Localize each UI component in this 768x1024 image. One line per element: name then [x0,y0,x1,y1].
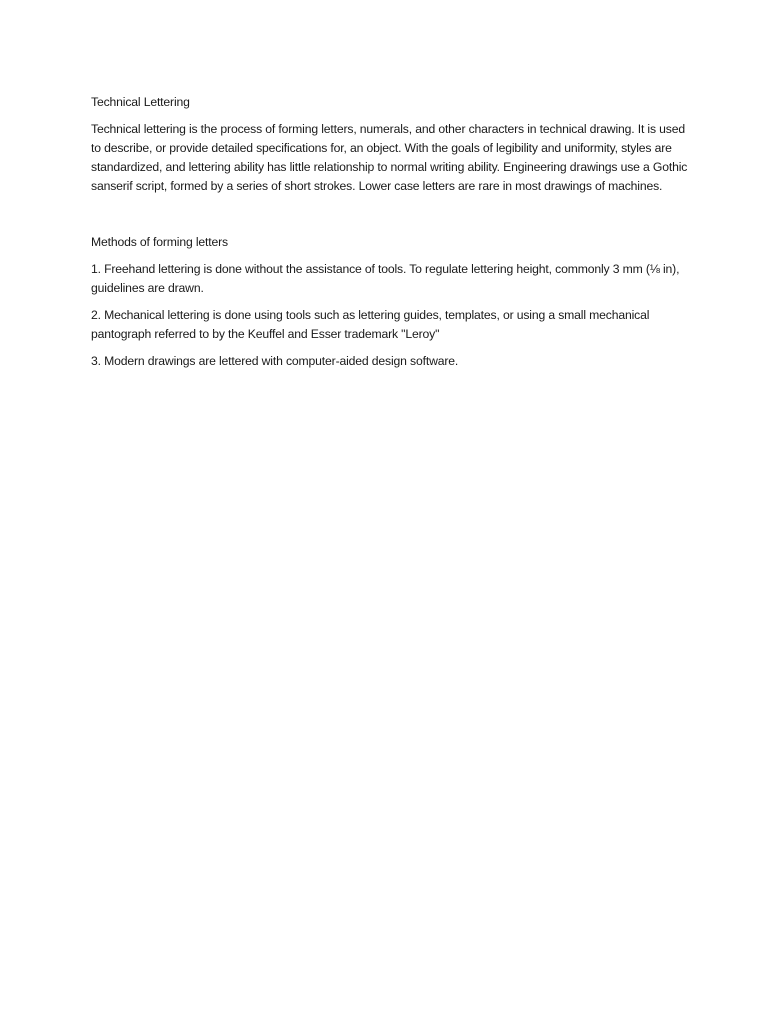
list-item: 3. Modern drawings are lettered with computer-aided design software. [91,354,459,368]
list-item: 1. Freehand lettering is done without the assistance of tools. To regulate lettering height, commonly 3 mm (⅛ in), guidelines are drawn. [91,262,680,295]
document-page [91,93,691,379]
intro-paragraph: Technical lettering is the process of forming letters, numerals, and other characters in technical drawing. It is used to describe, or provide detailed specifications for, an object. With the goals of legibility and uniformity, styles are standardized, and lettering ability has little relationship to normal writing ability. Engineering drawings use a Gothic sanserif script, formed by a series of short strokes. Lower case letters are rare in most drawings of machines. [91,122,688,193]
section-title: Methods of forming letters [91,235,228,249]
list-item: 2. Mechanical lettering is done using tools such as lettering guides, templates, or using a small mechanical pantograph referred to by the Keuffel and Esser trademark "Leroy" [91,308,650,341]
document-title: Technical Lettering [91,95,190,109]
